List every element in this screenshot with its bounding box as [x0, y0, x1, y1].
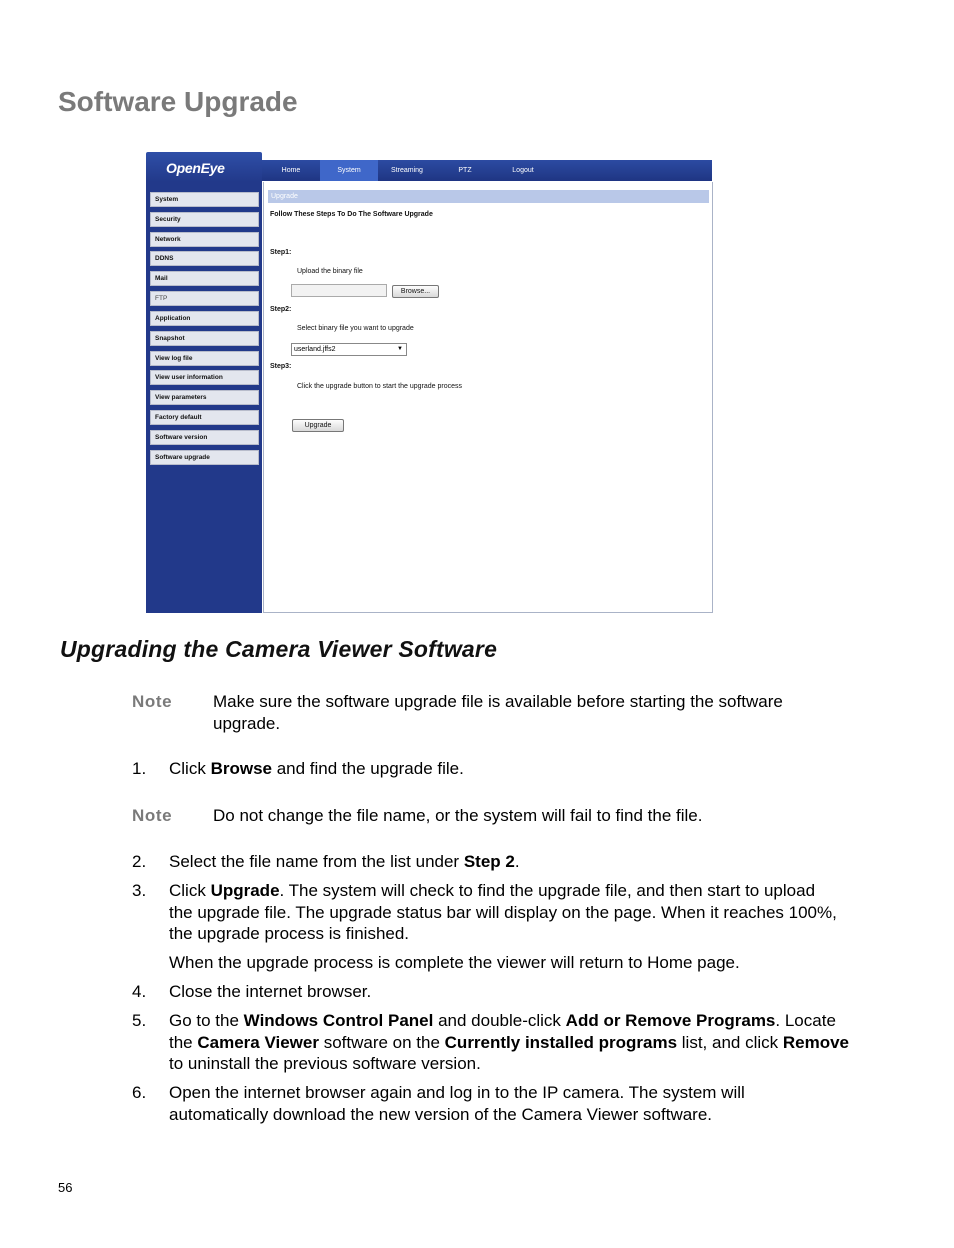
sidebar-item-software-upgrade[interactable]: Software upgrade: [150, 450, 259, 465]
step-number-6: 6.: [132, 1083, 147, 1102]
nav-streaming[interactable]: Streaming: [391, 167, 423, 174]
chevron-down-icon: ▼: [397, 346, 403, 352]
sidebar: [146, 182, 262, 613]
sidebar-item-ddns[interactable]: DDNS: [150, 251, 259, 266]
sidebar-item-application[interactable]: Application: [150, 311, 259, 326]
nav-home[interactable]: Home: [281, 167, 301, 174]
step-text-5: Go to the Windows Control Panel and double-click Add or Remove Programs. Locate the Camera Viewer software on the Currently installed programs list, and click Remove to uninstall the previous software version.: [169, 1011, 849, 1073]
step-number-5: 5.: [132, 1011, 147, 1030]
step-number-4: 4.: [132, 982, 147, 1001]
logo-area: [146, 152, 262, 182]
page-title: Software Upgrade: [58, 86, 298, 117]
note-text-1: Make sure the software upgrade file is available before starting the software upgrade.: [213, 692, 783, 733]
sidebar-item-software-version[interactable]: Software version: [150, 430, 259, 445]
camera-ui-screenshot: [146, 152, 712, 613]
step2-text: Select binary file you want to upgrade: [297, 325, 414, 332]
step-text-1: Click Browse and find the upgrade file.: [169, 759, 464, 778]
sidebar-item-mail[interactable]: Mail: [150, 271, 259, 286]
upgrade-button[interactable]: Upgrade: [292, 419, 344, 432]
browse-button[interactable]: Browse...: [392, 285, 439, 298]
note-label-1: Note: [132, 692, 173, 711]
sidebar-item-view-log-file[interactable]: View log file: [150, 351, 259, 366]
sidebar-item-view-user-information[interactable]: View user information: [150, 370, 259, 385]
step-number-2: 2.: [132, 852, 147, 871]
select-value: userland.jffs2: [294, 346, 336, 353]
top-nav: [262, 160, 712, 181]
section-bar: Upgrade: [268, 190, 709, 203]
page-number: 56: [58, 1180, 73, 1195]
step2-label: Step2:: [270, 306, 292, 313]
note-text-2: Do not change the file name, or the system will fail to find the file.: [213, 806, 703, 825]
step-3-followup: When the upgrade process is complete the viewer will return to Home page.: [169, 953, 740, 972]
sidebar-item-snapshot[interactable]: Snapshot: [150, 331, 259, 346]
intro-text: Follow These Steps To Do The Software Upgrade: [270, 211, 433, 218]
step-number-3: 3.: [132, 881, 147, 900]
nav-ptz[interactable]: PTZ: [458, 167, 472, 174]
section-heading: Upgrading the Camera Viewer Software: [60, 636, 498, 662]
step1-label: Step1:: [270, 249, 292, 256]
sidebar-item-view-parameters[interactable]: View parameters: [150, 390, 259, 405]
upgrade-panel: [263, 182, 713, 613]
sidebar-item-network[interactable]: Network: [150, 232, 259, 247]
note-label-2: Note: [132, 806, 173, 825]
step-number-1: 1.: [132, 759, 147, 778]
file-path-input[interactable]: [291, 284, 387, 297]
step3-label: Step3:: [270, 363, 292, 370]
sidebar-item-security[interactable]: Security: [150, 212, 259, 227]
openeye-logo: OpenEye: [166, 160, 225, 176]
step-text-3: Click Upgrade. The system will check to find the upgrade file, and then start to upload the upgrade file. The upgrade status bar will display on the page. When it reaches 100%, the upgrade process is finished.: [169, 881, 837, 943]
nav-system[interactable]: System: [320, 160, 378, 181]
step1-text: Upload the binary file: [297, 268, 363, 275]
step3-text: Click the upgrade button to start the upgrade process: [297, 383, 462, 390]
sidebar-item-factory-default[interactable]: Factory default: [150, 410, 259, 425]
step-text-6: Open the internet browser again and log in to the IP camera. The system will automatically download the new version of the Camera Viewer software.: [169, 1083, 745, 1124]
step-text-2: Select the file name from the list under Step 2.: [169, 852, 520, 871]
binary-file-select[interactable]: [291, 343, 407, 356]
nav-logout[interactable]: Logout: [512, 167, 534, 174]
step-text-4: Close the internet browser.: [169, 982, 372, 1001]
sidebar-item-system[interactable]: System: [150, 192, 259, 207]
sidebar-item-ftp[interactable]: FTP: [150, 291, 259, 306]
